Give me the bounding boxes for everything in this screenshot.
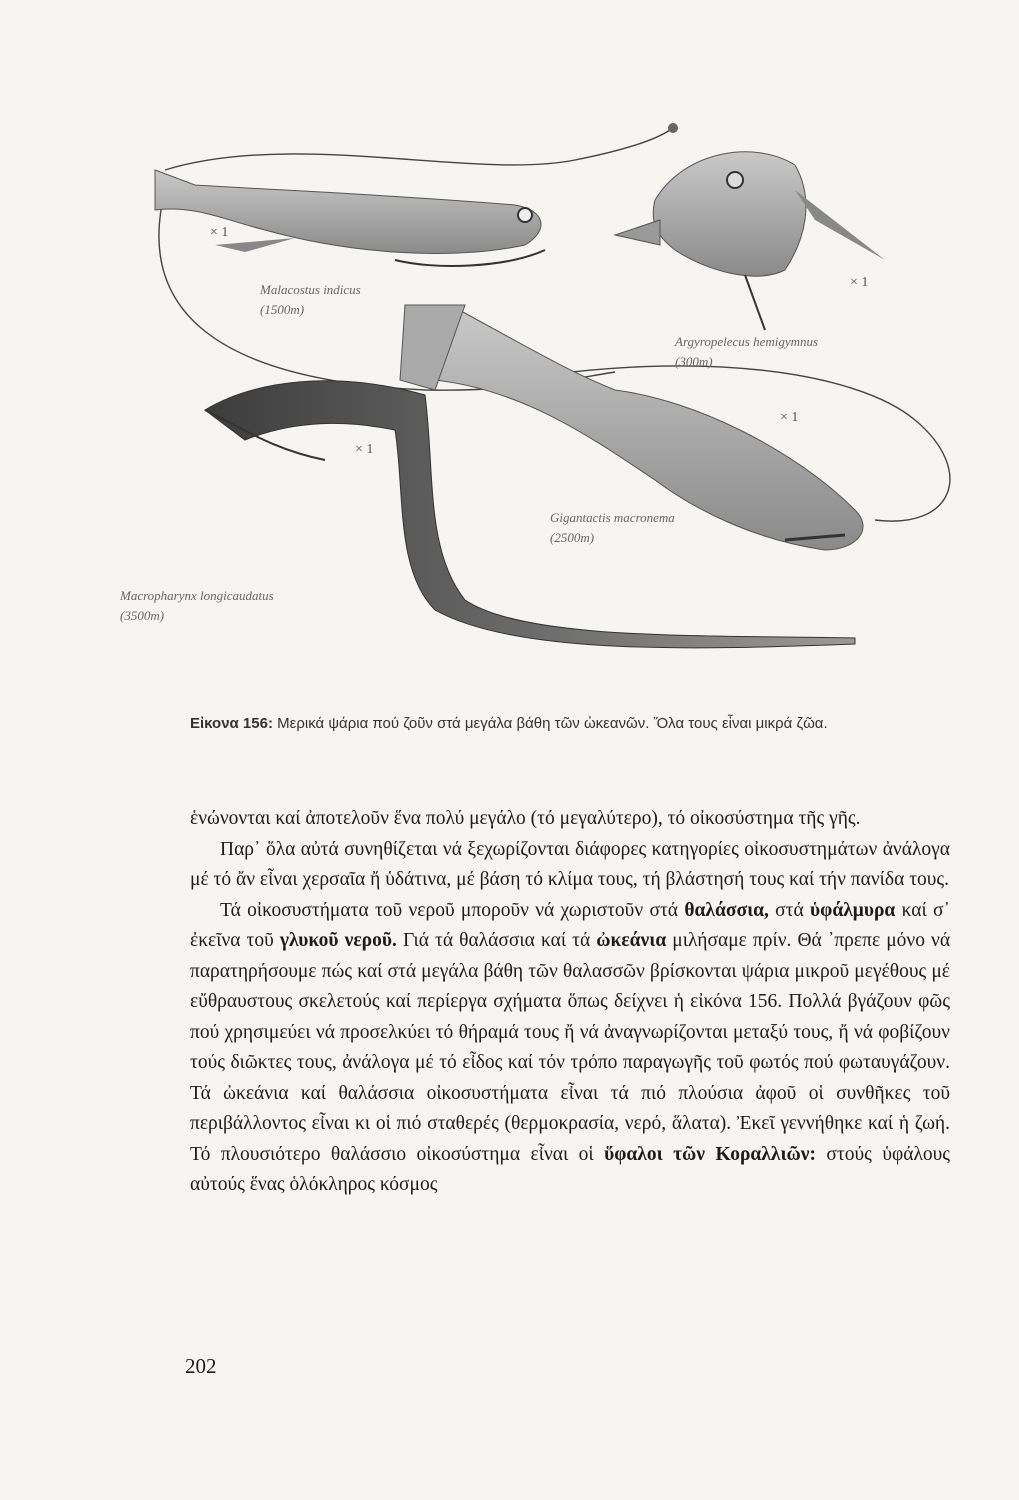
caption-text: Μερικά ψάρια πού ζοῦν στά μεγάλα βάθη τῶν ὠκεανῶν. Ὅλα τους εἶναι μικρά ζῶα. bbox=[277, 715, 828, 732]
deep-sea-fish-illustration bbox=[95, 110, 975, 700]
macropharynx-label: Macropharynx longicaudatus (3500m) bbox=[120, 588, 274, 623]
argyropelecus-fish bbox=[615, 152, 885, 330]
malacosteus-label: Malacostus indicus (1500m) bbox=[260, 282, 361, 317]
scale-mark: × 1 bbox=[210, 225, 229, 240]
body-text bbox=[190, 804, 950, 1201]
lure-bulb bbox=[668, 123, 678, 133]
argyropelecus-label: Argyropelecus hemigymnus (300m) bbox=[675, 334, 819, 369]
scale-mark: × 1 bbox=[850, 275, 869, 290]
caption-number: Εἰκονα 156: bbox=[190, 715, 273, 732]
gigantactis-label: Gigantactis macronema (2500m) bbox=[550, 510, 675, 545]
figure-caption bbox=[190, 714, 950, 734]
page-number: 202 bbox=[185, 1354, 217, 1378]
paragraph: Παρ᾽ ὅλα αὐτά συνηθίζεται νά ξεχωρίζονται διάφορες κατηγορίες οἰκοσυστημάτων ἀνάλογα μέ τό ἄν εἶναι χερσαῖα ἤ ὑδάτινα, μέ βάση τό κλίμα τους, τή βλάστησή τους καί τήν πανίδα τους. bbox=[190, 838, 950, 890]
scale-mark: × 1 bbox=[780, 410, 799, 425]
scale-mark: × 1 bbox=[355, 442, 374, 457]
lure-line-2 bbox=[165, 130, 670, 170]
malacosteus-fish bbox=[155, 170, 545, 266]
paragraph: Τά οἰκοσυστήματα τοῦ νεροῦ μποροῦν νά χωριστοῦν στά θαλάσσια, στά ὑφάλμυρα καί σ᾽ ἐκεῖνα τοῦ γλυκοῦ νεροῦ. Γιά τά θαλάσσια καί τά ὠκεάνια μιλήσαμε πρίν. Θά ᾽πρεπε μόνο νά παρατηρήσουμε πώς καί στά μεγάλα βάθη τῶν θαλασσῶν βρίσκονται ψάρια μικροῦ μεγέθους μέ εὔθραυστους σκελετούς καί περίεργα σχήματα ὅπως δείχνει ἡ εἰκόνα 156. Πολλά βγάζουν φῶς πού χρησιμεύει νά προσελκύει τό θήραμά τους ἤ νά ἀναγνωρίζονται μεταξύ τους, ἤ νά φοβίζουν τούς διῶκτες τους, ἀνάλογα μέ τό εἶδος καί τόν τρόπο παραγωγῆς τοῦ φωτός πού φωταυγάζουν. Τά ὠκεάνια καί θαλάσσια οἰκοσυστήματα εἶναι τά πιό πλούσια ἀφοῦ οἱ συνθῆκες τοῦ περιβάλλοντος εἶναι κι οἱ πιό σταθερές (θερμοκρασία, νερό, ἅλατα). Ἐκεῖ γεννήθηκε καί ἡ ζωή. Τό πλουσιότερο θαλάσσιο οἰκοσύστημα εἶναι οἱ ὕφαλοι τῶν Κοραλλιῶν: στούς ὑφάλους αὐτούς ἕνας ὁλόκληρος κόσμος bbox=[190, 899, 951, 1195]
paragraph: ἑνώνονται καί ἀποτελοῦν ἕνα πολύ μεγάλο (τό μεγαλύτερο), τό οἰκοσύστημα τῆς γῆς. bbox=[190, 808, 861, 829]
